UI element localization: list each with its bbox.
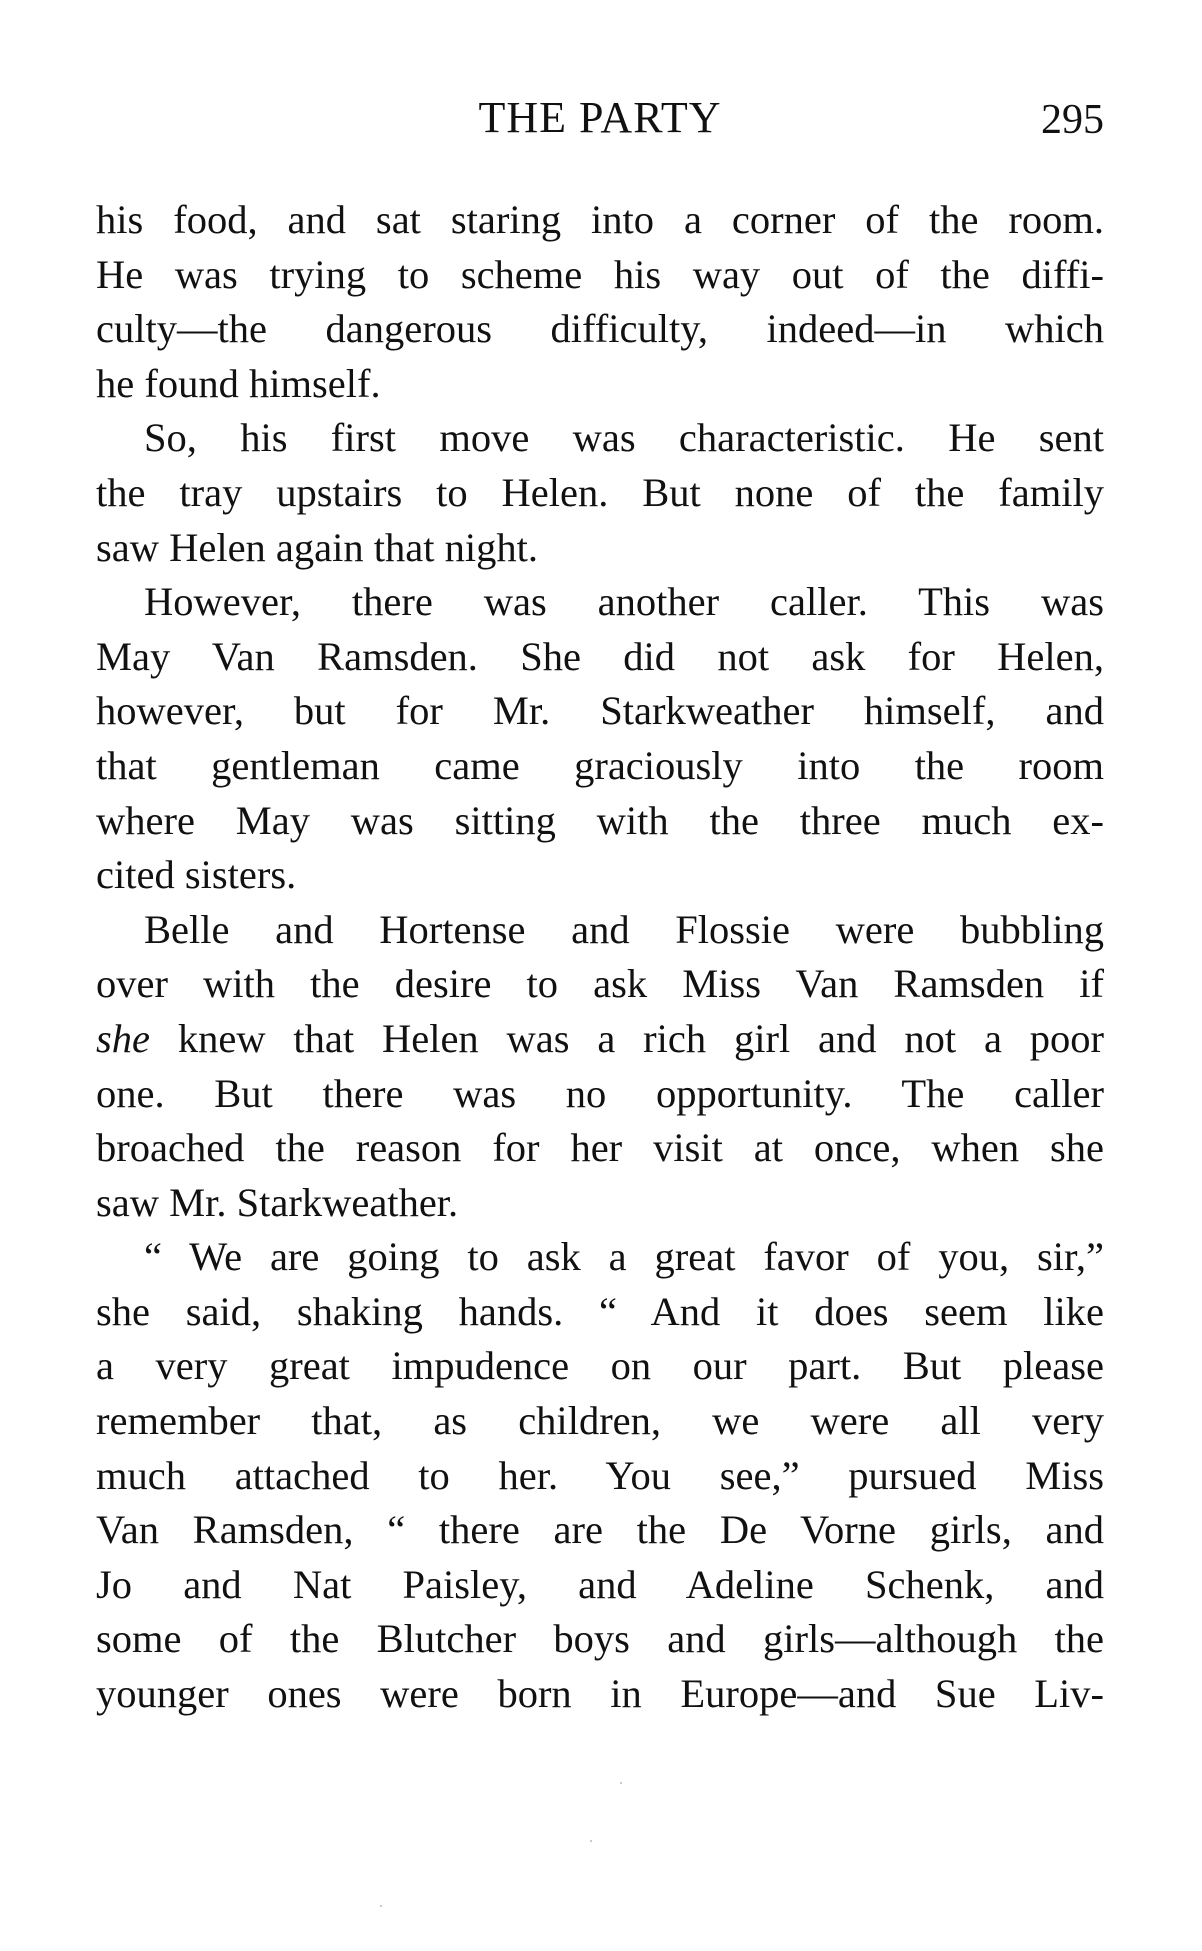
- text-line: remember that, as children, we were all very: [96, 1398, 1104, 1444]
- text-line: the tray upstairs to Helen. But none of the family: [96, 469, 1104, 515]
- paper-speck: [590, 1840, 592, 1842]
- text-line: Jo and Nat Paisley, and Adeline Schenk, and: [96, 1561, 1104, 1607]
- text-line: saw Helen again that night.: [96, 524, 538, 570]
- text-line: over with the desire to ask Miss Van Ramsden if: [96, 961, 1104, 1007]
- text-line: a very great impudence on our part. But please: [96, 1343, 1104, 1389]
- text-line: he found himself.: [96, 360, 381, 406]
- page-number: 295: [1041, 97, 1104, 143]
- text-line: However, there was another caller. This was: [144, 579, 1104, 625]
- paper-speck: [380, 1905, 382, 1907]
- text-line: where May was sitting with the three much ex-: [96, 797, 1104, 843]
- emphasis: she: [96, 1015, 150, 1061]
- page-header: [96, 92, 1104, 152]
- body-text: [96, 193, 1104, 1722]
- text-line: Van Ramsden, “ there are the De Vorne girls, and: [96, 1507, 1104, 1553]
- text-line: May Van Ramsden. She did not ask for Helen,: [96, 633, 1104, 679]
- text-line: she said, shaking hands. “ And it does seem like: [96, 1288, 1104, 1334]
- text-line: So, his first move was characteristic. He sent: [144, 415, 1104, 461]
- text-line: younger ones were born in Europe—and Sue Liv-: [96, 1671, 1104, 1717]
- paper-speck: [620, 1782, 622, 1784]
- text-line: some of the Blutcher boys and girls—although the: [96, 1616, 1104, 1662]
- text-line: that gentleman came graciously into the room: [96, 742, 1104, 788]
- text-line: she knew that Helen was a rich girl and not a poor: [96, 1015, 1104, 1061]
- text-line: culty—the dangerous difficulty, indeed—in which: [96, 306, 1104, 352]
- text-line: saw Mr. Starkweather.: [96, 1179, 459, 1225]
- text-line: Belle and Hortense and Flossie were bubbling: [144, 906, 1104, 952]
- text-line: one. But there was no opportunity. The caller: [96, 1070, 1104, 1116]
- text-line: broached the reason for her visit at once, when she: [96, 1125, 1104, 1171]
- text-line: He was trying to scheme his way out of the diffi-: [96, 251, 1104, 297]
- text-line: “ We are going to ask a great favor of you, sir,”: [144, 1234, 1104, 1280]
- text-line: his food, and sat staring into a corner of the room.: [96, 197, 1104, 242]
- text-line: however, but for Mr. Starkweather himself, and: [96, 688, 1104, 734]
- text-line: much attached to her. You see,” pursued Miss: [96, 1452, 1104, 1498]
- running-head: THE PARTY: [478, 93, 722, 142]
- text-line: cited sisters.: [96, 852, 297, 898]
